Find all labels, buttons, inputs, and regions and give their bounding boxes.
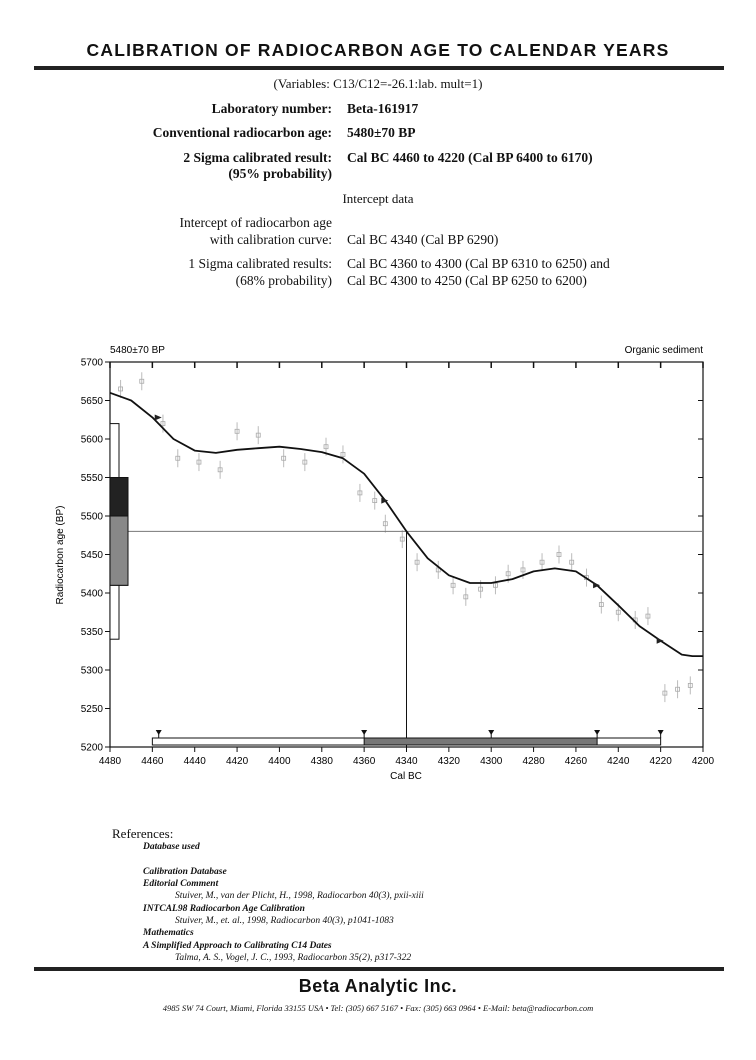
company-name: Beta Analytic Inc. xyxy=(298,976,458,996)
y-axis-label: Radiocarbon age (BP) xyxy=(55,505,66,605)
x-tick-label: 4320 xyxy=(437,756,460,767)
mathematics: Mathematics xyxy=(143,928,194,938)
y-tick-label: 5650 xyxy=(80,396,103,407)
x-tick-label: 4440 xyxy=(183,756,206,767)
cal-marker xyxy=(361,730,367,735)
database-used: Database used xyxy=(143,842,200,852)
cal-marker xyxy=(488,730,494,735)
x-tick-label: 4400 xyxy=(268,756,291,767)
calibration-database: Calibration Database xyxy=(143,867,227,877)
approach-heading: A Simplified Approach to Calibrating C14 Dates xyxy=(143,941,332,951)
calibration-chart xyxy=(0,335,756,795)
cal-marker xyxy=(658,730,664,735)
chart-title-left: 5480±70 BP xyxy=(110,345,165,356)
x-tick-label: 4280 xyxy=(522,756,545,767)
x-tick-label: 4340 xyxy=(395,756,418,767)
y-tick-label: 5600 xyxy=(80,434,103,446)
lab-number-label: Laboratory number: xyxy=(211,101,332,116)
references-heading: References: xyxy=(112,826,174,841)
y-tick-label: 5550 xyxy=(80,473,103,484)
sigma1-cal-bar xyxy=(364,738,597,745)
approach-citation: Talma, A. S., Vogel, J. C., 1993, Radiocarbon 35(2), p317-322 xyxy=(175,953,412,963)
intercept-label-line2: with calibration curve: xyxy=(209,232,332,247)
editorial-citation: Stuiver, M., van der Plicht, H., 1998, Radiocarbon 40(3), pxii-xiii xyxy=(175,891,424,901)
y-tick-label: 5400 xyxy=(80,588,103,600)
sigma1-probability: (68% probability) xyxy=(235,273,332,288)
company-address: 4985 SW 74 Court, Miami, Florida 33155 USA • Tel: (305) 667 5167 • Fax: (305) 663 0964 • E-Mail: beta@radiocarbon.com xyxy=(162,1003,594,1013)
y-tick-label: 5700 xyxy=(80,357,103,369)
y-tick-label: 5350 xyxy=(80,627,103,638)
page-title: CALIBRATION OF RADIOCARBON AGE TO CALENDAR YEARS xyxy=(86,40,670,60)
x-axis-label: Cal BC xyxy=(390,771,422,782)
x-tick-label: 4240 xyxy=(607,756,630,767)
chart-title-right: Organic sediment xyxy=(624,345,703,356)
intcal-citation: Stuiver, M., et. al., 1998, Radiocarbon 40(3), p1041-1083 xyxy=(175,916,394,926)
x-tick-label: 4480 xyxy=(98,756,122,767)
sigma2-probability: (95% probability) xyxy=(228,166,332,181)
x-tick-label: 4200 xyxy=(691,756,715,767)
x-tick-label: 4220 xyxy=(649,756,672,767)
x-tick-label: 4460 xyxy=(141,756,164,767)
y-tick-label: 5450 xyxy=(80,550,103,561)
curve-marker xyxy=(155,414,162,420)
intercept-label-line1: Intercept of radiocarbon age xyxy=(179,215,332,230)
x-tick-label: 4360 xyxy=(353,756,376,767)
age-label: Conventional radiocarbon age: xyxy=(152,125,332,140)
x-tick-label: 4380 xyxy=(310,756,333,767)
y-tick-label: 5250 xyxy=(80,704,103,715)
intcal-heading: INTCAL98 Radiocarbon Age Calibration xyxy=(143,904,305,914)
sigma1-core-age-bar xyxy=(110,516,128,585)
sigma1-value-line1: Cal BC 4360 to 4300 (Cal BP 6310 to 6250) and xyxy=(347,256,610,271)
sigma2-label: 2 Sigma calibrated result: xyxy=(183,150,332,165)
sigma1-label: 1 Sigma calibrated results: xyxy=(188,256,332,271)
cal-marker xyxy=(156,730,162,735)
footer-rule xyxy=(34,967,724,971)
x-tick-label: 4300 xyxy=(480,756,503,767)
lab-number-value: Beta-161917 xyxy=(347,101,419,116)
y-tick-label: 5200 xyxy=(80,742,103,754)
x-tick-label: 4420 xyxy=(225,756,249,767)
y-tick-label: 5300 xyxy=(80,665,103,677)
intercept-value: Cal BC 4340 (Cal BP 6290) xyxy=(347,232,499,247)
age-value: 5480±70 BP xyxy=(347,125,416,140)
sigma2-value: Cal BC 4460 to 4220 (Cal BP 6400 to 6170) xyxy=(347,150,593,165)
intercept-heading: Intercept data xyxy=(342,191,414,206)
cal-marker xyxy=(594,730,600,735)
y-tick-label: 5500 xyxy=(80,511,103,523)
sigma1-value-line2: Cal BC 4300 to 4250 (Cal BP 6250 to 6200) xyxy=(347,273,587,288)
editorial-comment: Editorial Comment xyxy=(143,879,219,889)
x-tick-label: 4260 xyxy=(564,756,588,767)
variables-line: (Variables: C13/C12=-26.1:lab. mult=1) xyxy=(273,76,483,91)
header-rule xyxy=(34,66,724,70)
